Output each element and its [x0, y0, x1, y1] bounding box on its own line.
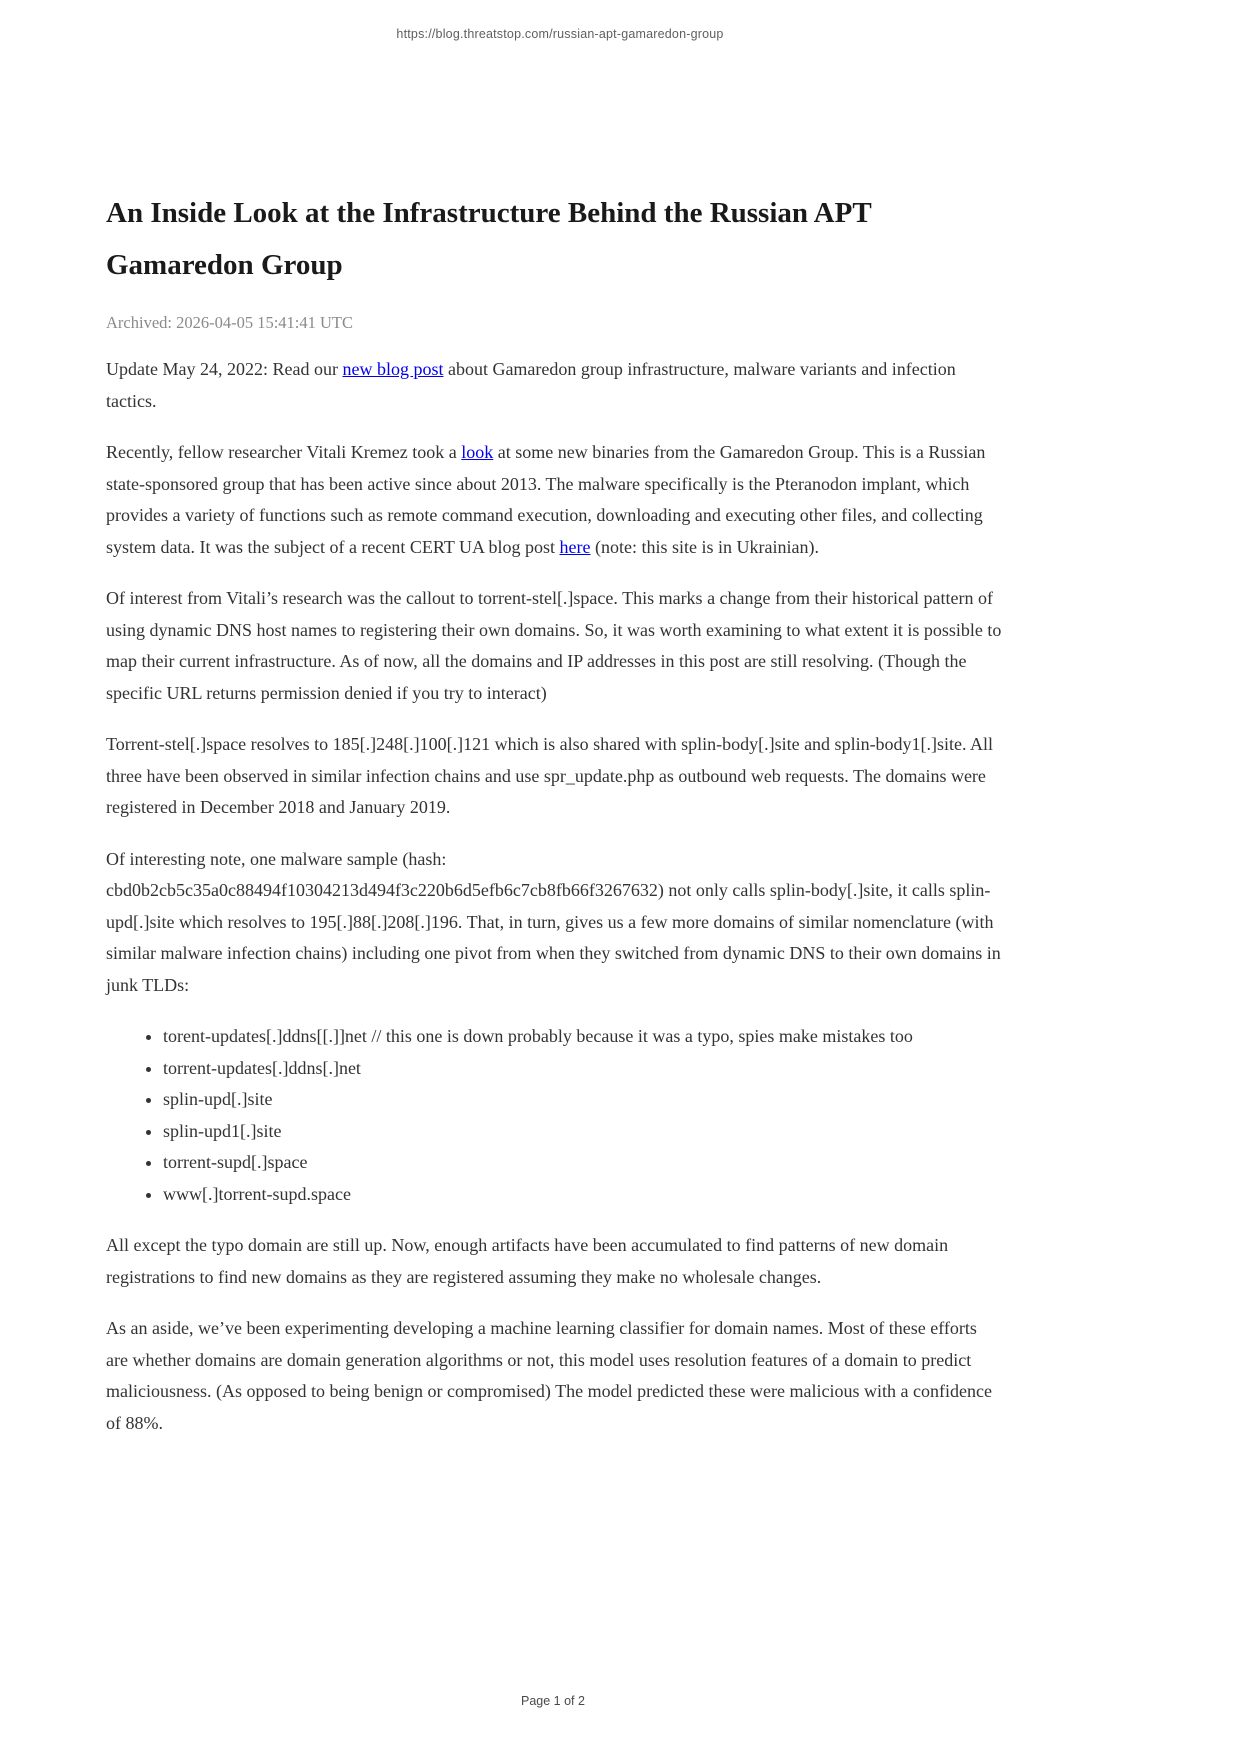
article — [106, 187, 1003, 1439]
page-footer — [0, 1694, 1242, 1708]
page-number: Page 1 of 2 — [521, 1694, 585, 1708]
inline-link[interactable]: look — [461, 442, 494, 462]
page-title: An Inside Look at the Infrastructure Behind the Russian APT Gamaredon Group — [106, 197, 872, 281]
paragraph-update: Update May 24, 2022: Read our new blog post about Gamaredon group infrastructure, malware variants and infection tactics. — [106, 359, 956, 411]
domain-list-item: • torrent-supd[.]space — [163, 1147, 1003, 1179]
archived-timestamp: Archived: 2026-04-05 15:41:41 UTC — [106, 313, 354, 332]
domain-list-item: • splin-upd1[.]site — [163, 1116, 1003, 1148]
paragraph-research-callout: Of interest from Vitali’s research was the callout to torrent-stel[.]space. This marks a change from their historical pattern of using dynamic DNS host names to registering their own domains. So, it was worth examining to what extent it is possible to map their current infrastructure. As of now, all the domains and IP addresses in this post are still resolving. (Though the specific URL returns permission denied if you try to interact) — [106, 588, 1002, 703]
source-url: https://blog.threatstop.com/russian-apt-gamaredon-group — [396, 27, 724, 41]
paragraph-ml-classifier: As an aside, we’ve been experimenting developing a machine learning classifier for domain names. Most of these efforts are whether domains are domain generation algorithms or not, this model uses resolution features of a domain to predict maliciousness. (As opposed to being benign or compromised) The model predicted these were malicious with a confidence of 88%. — [106, 1318, 992, 1433]
inline-link[interactable]: new blog post — [342, 359, 444, 379]
paragraph-intro: Recently, fellow researcher Vitali Kremez took a look at some new binaries from the Gamaredon Group. This is a Russian state-sponsored group that has been active since about 2013. The malware specifically is the Pteranodon implant, which provides a variety of functions such as remote command execution, downloading and executing other files, and collecting system data. It was the subject of a recent CERT UA blog post here (note: this site is in Ukrainian). — [106, 442, 986, 557]
paragraph-malware-sample: Of interesting note, one malware sample (hash: cbd0b2cb5c35a0c88494f10304213d494f3c220b6d5efb6c7cb8fb66f3267632) not only calls splin-body[.]site, it calls splin-upd[.]site which resolves to 195[.]88[.]208[.]196. That, in turn, gives us a few more domains of similar nomenclature (with similar malware infection chains) including one pivot from when they switched from dynamic DNS to their own domains in junk TLDs: — [106, 848, 1001, 995]
domain-list — [106, 1021, 1003, 1210]
domain-list-item: • torrent-updates[.]ddns[.]net — [163, 1053, 1003, 1085]
paragraph-artifacts: All except the typo domain are still up. Now, enough artifacts have been accumulated to find patterns of new domain registrations to find new domains as they are registered assuming they make no wholesale changes. — [106, 1235, 949, 1287]
page-header — [0, 0, 1242, 41]
domain-list-item: • torent-updates[.]ddns[[.]]net // this one is down probably because it was a typo, spies make mistakes too — [163, 1021, 1003, 1053]
domain-list-item: • splin-upd[.]site — [163, 1084, 1003, 1116]
inline-link[interactable]: here — [559, 536, 591, 557]
paragraph-resolution: Torrent-stel[.]space resolves to 185[.]248[.]100[.]121 which is also shared with splin-body[.]site and splin-body1[.]site. All three have been observed in similar infection chains and use spr_update.php as outbound web requests. The domains were registered in December 2018 and January 2019. — [106, 734, 994, 817]
domain-list-item: • www[.]torrent-supd.space — [163, 1179, 1003, 1211]
